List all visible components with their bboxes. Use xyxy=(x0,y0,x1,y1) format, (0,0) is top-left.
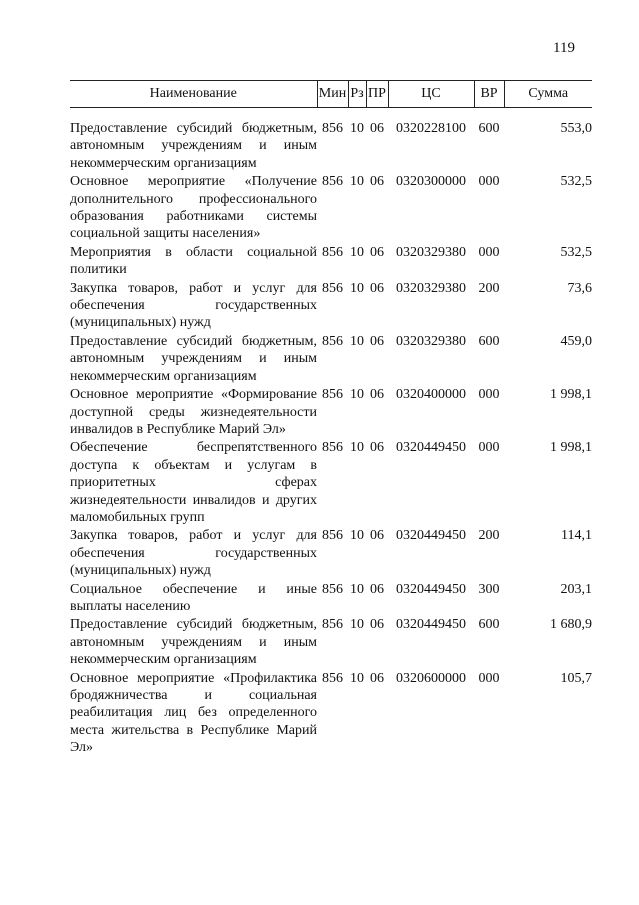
row-pr: 06 xyxy=(370,244,384,260)
row-vr: 000 xyxy=(478,174,500,190)
row-pr: 06 xyxy=(370,174,384,190)
row-name: Закупка товаров, работ и услуг для обеспечения государственных (муниципальных) нужд xyxy=(70,280,317,331)
table-row xyxy=(70,616,592,669)
row-vr: 200 xyxy=(478,528,500,544)
page-number: 119 xyxy=(553,40,575,56)
row-cs: 0320449450 xyxy=(396,581,466,597)
spacer-row xyxy=(70,108,592,121)
row-pr: 06 xyxy=(370,617,384,633)
row-sum: 1 680,9 xyxy=(550,617,592,633)
row-vr: 600 xyxy=(478,333,500,349)
header-cs: ЦС xyxy=(388,81,474,108)
row-sum: 114,1 xyxy=(561,528,592,544)
row-rz: 10 xyxy=(350,244,364,260)
row-pr: 06 xyxy=(370,581,384,597)
row-min: 856 xyxy=(322,617,343,633)
table-row xyxy=(70,120,592,173)
row-cs: 0320449450 xyxy=(396,440,466,456)
row-min: 856 xyxy=(322,333,343,349)
row-sum: 203,1 xyxy=(560,581,592,597)
row-sum: 553,0 xyxy=(560,121,592,136)
header-vr: ВР xyxy=(474,81,504,108)
row-rz: 10 xyxy=(350,670,364,686)
row-vr: 000 xyxy=(478,670,500,686)
row-name: Социальное обеспечение и иные выплаты населению xyxy=(70,581,317,614)
row-rz: 10 xyxy=(350,440,364,456)
table-header-row xyxy=(70,81,592,108)
row-min: 856 xyxy=(322,581,343,597)
row-sum: 459,0 xyxy=(560,333,592,349)
row-pr: 06 xyxy=(370,280,384,296)
row-cs: 0320600000 xyxy=(396,670,466,686)
row-name: Основное мероприятие «Получение дополнительного профессионального образования работниками системы социальной защиты населения» xyxy=(70,174,317,242)
table-row xyxy=(70,581,592,617)
row-rz: 10 xyxy=(350,617,364,633)
header-pr: ПР xyxy=(366,81,388,108)
row-cs: 0320449450 xyxy=(396,617,466,633)
row-name: Закупка товаров, работ и услуг для обеспечения государственных (муниципальных) нужд xyxy=(70,528,317,579)
row-sum: 1 998,1 xyxy=(550,440,592,456)
table-row xyxy=(70,244,592,280)
table-row xyxy=(70,527,592,580)
table-row xyxy=(70,280,592,333)
row-vr: 000 xyxy=(478,387,500,403)
row-cs: 0320300000 xyxy=(396,174,466,190)
row-min: 856 xyxy=(322,528,343,544)
table-row xyxy=(70,173,592,244)
header-sum: Сумма xyxy=(504,81,592,108)
row-name: Предоставление субсидий бюджетным, автономным учреждениям и иным некоммерческим организациям xyxy=(70,617,317,668)
row-cs: 0320329380 xyxy=(396,333,466,349)
row-pr: 06 xyxy=(370,440,384,456)
row-name: Обеспечение беспрепятственного доступа к объектам и услугам в приоритетных сферах жизнедеятельности инвалидов и других маломобильных групп xyxy=(70,440,317,525)
row-vr: 000 xyxy=(478,440,500,456)
row-sum: 105,7 xyxy=(560,670,592,686)
row-cs: 0320400000 xyxy=(396,387,466,403)
row-rz: 10 xyxy=(350,121,364,136)
row-min: 856 xyxy=(322,174,343,190)
budget-table xyxy=(70,80,592,758)
row-min: 856 xyxy=(322,440,343,456)
header-name: Наименование xyxy=(70,81,317,108)
row-pr: 06 xyxy=(370,333,384,349)
row-rz: 10 xyxy=(350,174,364,190)
table-row xyxy=(70,439,592,527)
row-rz: 10 xyxy=(350,528,364,544)
row-min: 856 xyxy=(322,670,343,686)
row-min: 856 xyxy=(322,121,343,136)
table-row xyxy=(70,386,592,439)
row-name: Мероприятия в области социальной политики xyxy=(70,244,317,278)
row-sum: 532,5 xyxy=(560,174,592,190)
row-vr: 600 xyxy=(478,617,500,633)
table-row xyxy=(70,670,592,758)
header-min: Мин xyxy=(317,81,348,108)
row-sum: 73,6 xyxy=(567,280,592,296)
row-pr: 06 xyxy=(370,528,384,544)
row-min: 856 xyxy=(322,244,343,260)
row-name: Основное мероприятие «Профилактика бродяжничества и социальная реабилитация лиц без определенного места жительства в Республике Марий Эл» xyxy=(70,670,317,756)
row-cs: 0320329380 xyxy=(396,280,466,296)
row-pr: 06 xyxy=(370,387,384,403)
row-name: Предоставление субсидий бюджетным, автономным учреждениям и иным некоммерческим организациям xyxy=(70,121,317,171)
header-rz: Рз xyxy=(348,81,366,108)
row-cs: 0320329380 xyxy=(396,244,466,260)
row-name: Предоставление субсидий бюджетным, автономным учреждениям и иным некоммерческим организациям xyxy=(70,333,317,384)
row-cs: 0320449450 xyxy=(396,528,466,544)
row-pr: 06 xyxy=(370,121,384,136)
row-min: 856 xyxy=(322,387,343,403)
row-rz: 10 xyxy=(350,333,364,349)
row-vr: 200 xyxy=(478,280,500,296)
row-name: Основное мероприятие «Формирование доступной среды жизнедеятельности инвалидов в Республике Марий Эл» xyxy=(70,387,317,437)
row-vr: 000 xyxy=(478,244,500,260)
row-sum: 532,5 xyxy=(560,244,592,260)
row-sum: 1 998,1 xyxy=(550,387,592,403)
row-cs: 0320228100 xyxy=(396,121,466,136)
row-vr: 600 xyxy=(478,121,500,136)
row-pr: 06 xyxy=(370,670,384,686)
row-rz: 10 xyxy=(350,581,364,597)
table-row xyxy=(70,333,592,386)
row-rz: 10 xyxy=(350,387,364,403)
row-rz: 10 xyxy=(350,280,364,296)
row-vr: 300 xyxy=(478,581,500,597)
row-min: 856 xyxy=(322,280,343,296)
